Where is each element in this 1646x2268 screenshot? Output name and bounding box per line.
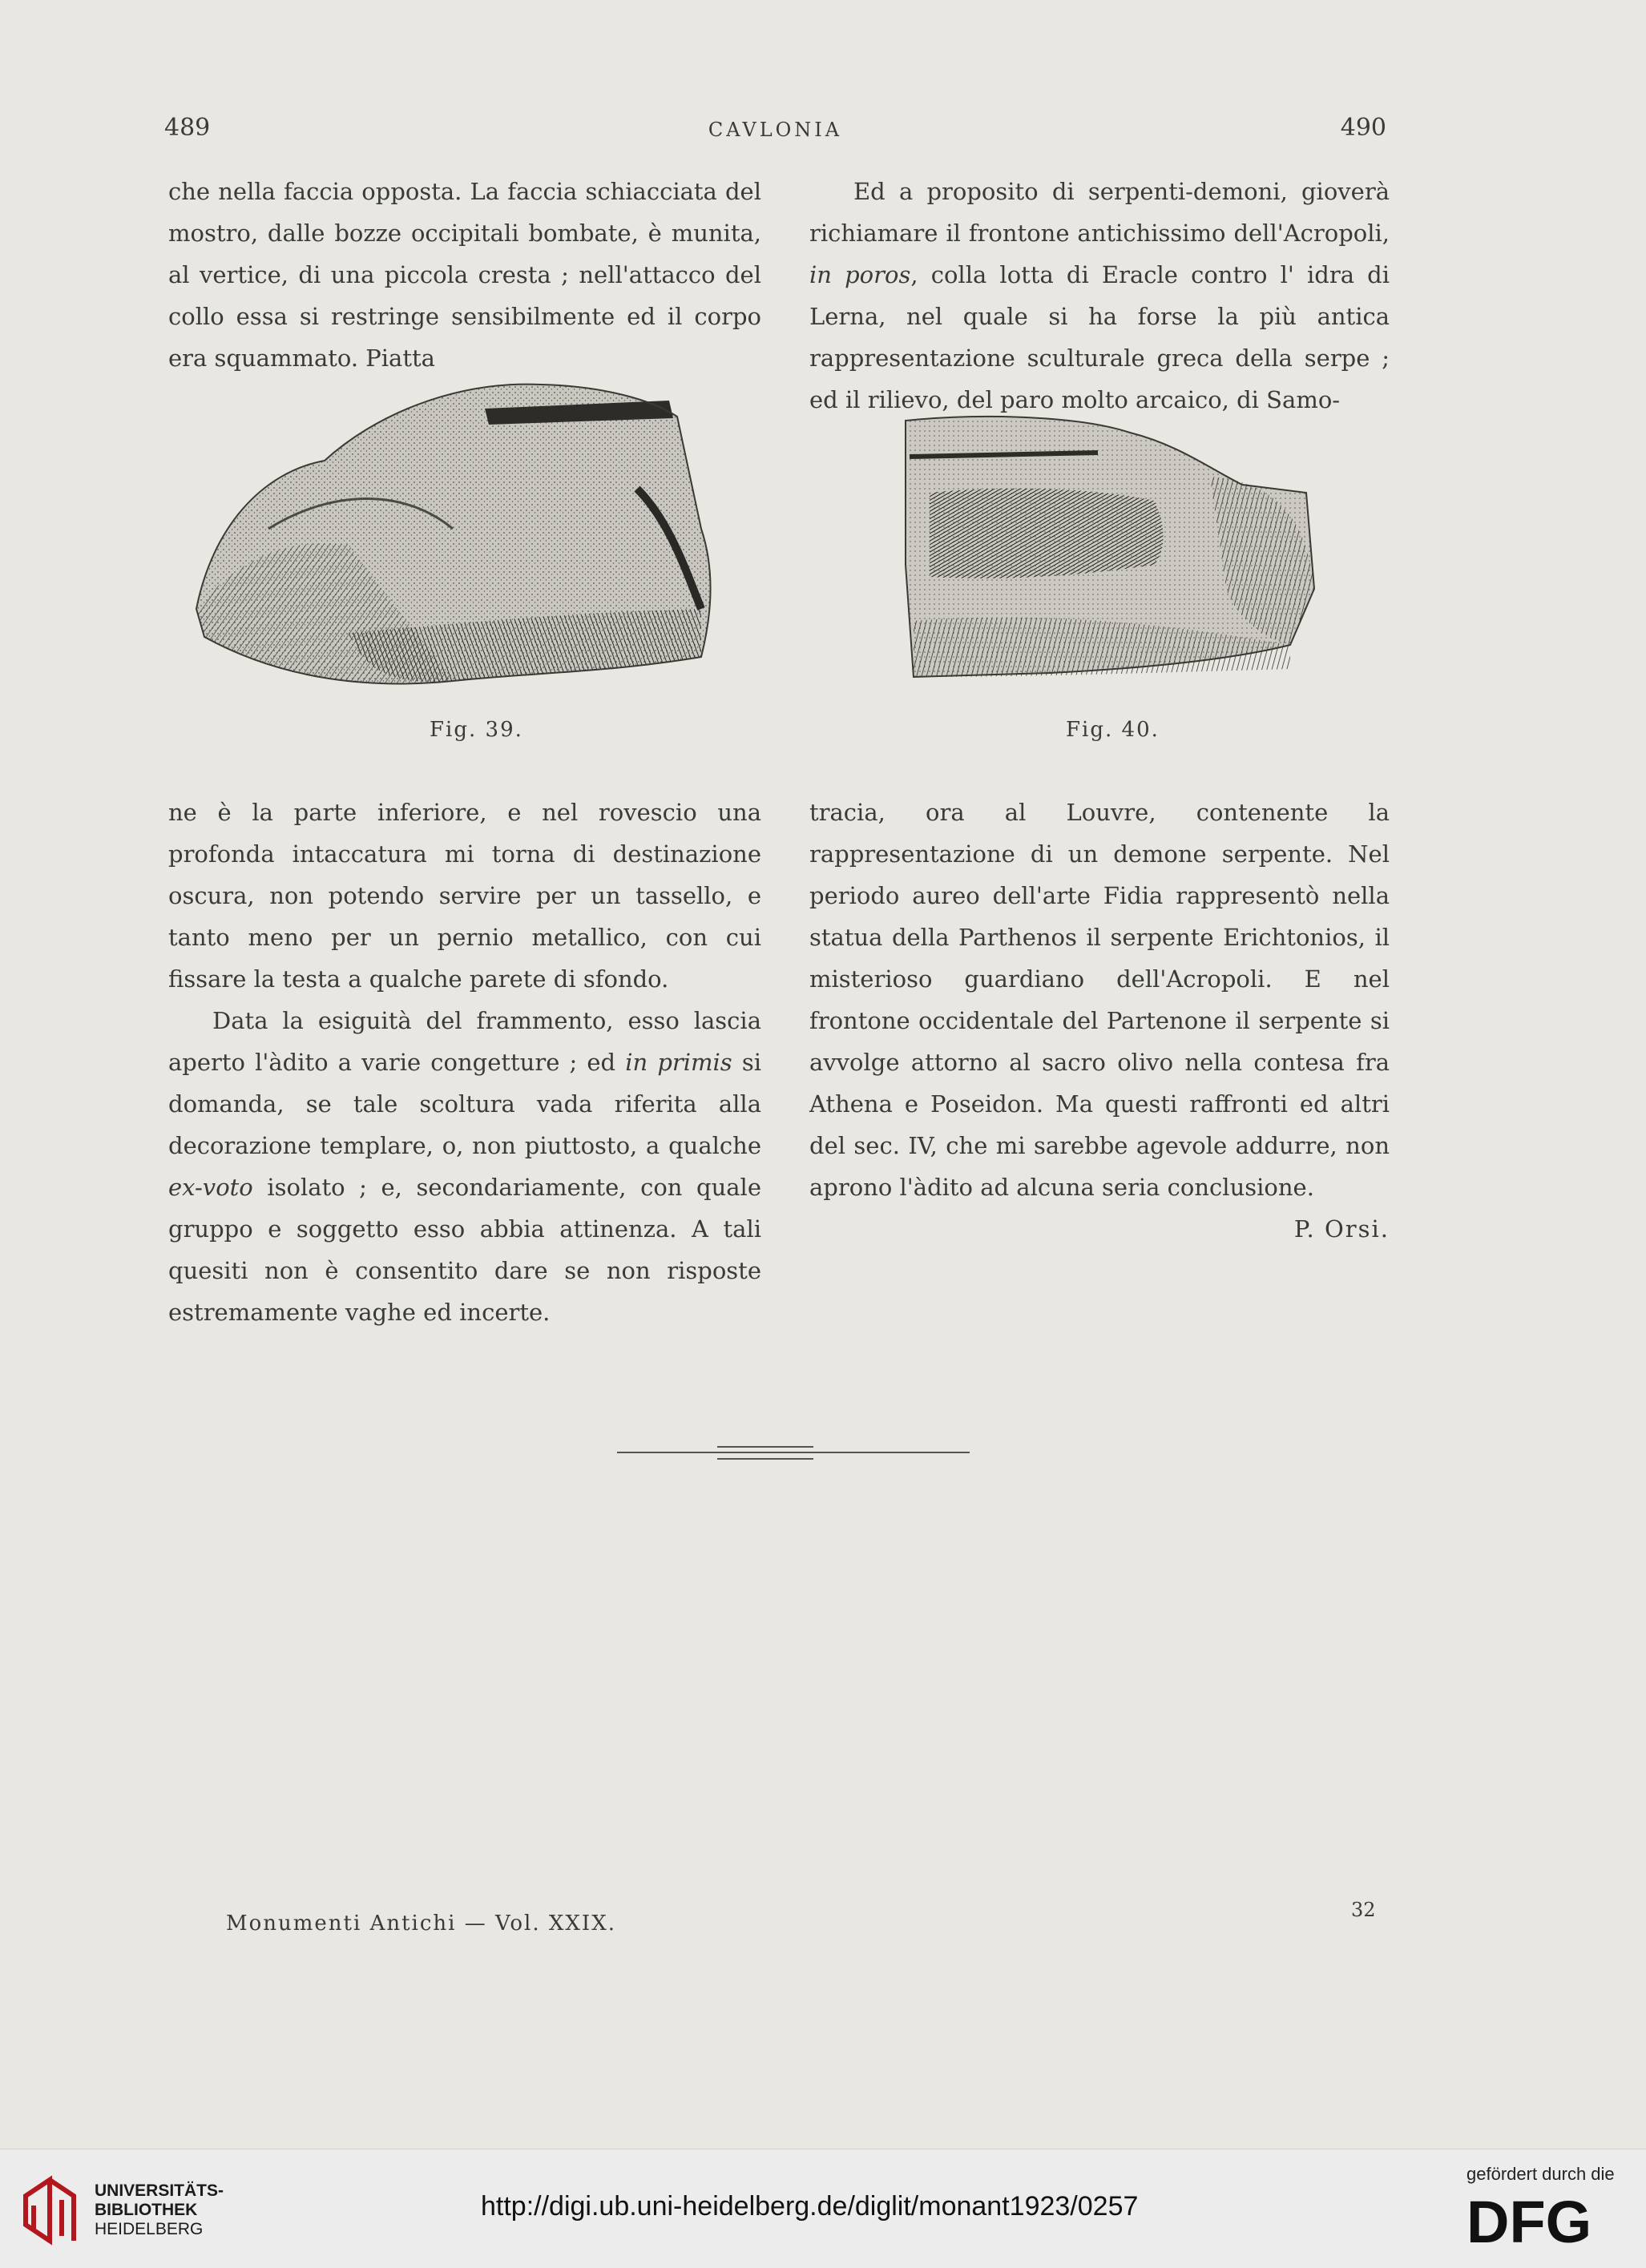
- right-top-paragraph: Ed a proposito di serpenti-demoni, gioverà richiamare il frontone antichissimo dell'Acropoli, in poros, colla lotta di Eracle contro l' idra di Lerna, nel quale si ha forse la più antica rappresentazione sculturale greca della serpe ; ed il rilievo, del paro molto arcaico, di Samo-: [809, 178, 1390, 413]
- section-end-rule: [617, 1444, 970, 1468]
- right-column-bottom: [809, 792, 1390, 1250]
- page-number-right: 490: [1340, 114, 1386, 142]
- left-top-paragraph: che nella faccia opposta. La faccia schiacciata del mostro, dalle bozze occipitali bombate, è munita, al vertice, di una piccola cresta ; nell'attacco del collo essa si restringe sensibilmente ed il corpo era squammato. Piatta: [168, 178, 761, 372]
- page-number-left: 489: [164, 114, 211, 142]
- signature-mark: 32: [1351, 1899, 1376, 1921]
- university-library-logo-icon: [18, 2172, 87, 2249]
- figure-40-image: [890, 405, 1322, 701]
- left-bottom-paragraph-2: Data la esiguità del frammento, esso lascia aperto l'àdito a varie congetture ; ed in primis si domanda, se tale scoltura vada riferita alla decorazione templare, o, non piuttosto, a qualche ex-voto isolato ; e, secondariamente, con quale gruppo e soggetto esso abbia attinenza. A tali quesiti non è consentito dare se non risposte estremamente vaghe ed incerte.: [168, 1007, 761, 1326]
- right-column-top: [809, 171, 1390, 421]
- figure-39-caption: Fig. 39.: [430, 718, 523, 742]
- svg-text:DFG: DFG: [1466, 2191, 1592, 2249]
- running-title: CAVLONIA: [708, 119, 843, 141]
- permalink-url[interactable]: http://digi.ub.uni-heidelberg.de/diglit/monant1923/0257: [481, 2191, 1139, 2222]
- figure-40-caption: Fig. 40.: [1066, 718, 1160, 742]
- dfg-logo-icon: [1466, 2191, 1624, 2249]
- left-column-bottom: [168, 792, 761, 1333]
- digitization-bar: [0, 2149, 1646, 2268]
- funding-label: gefördert durch die: [1466, 2164, 1615, 2184]
- figure-39-image: [188, 369, 749, 705]
- library-name: UNIVERSITÄTS- BIBLIOTHEK HEIDELBERG: [95, 2181, 224, 2238]
- left-column-top: [168, 171, 761, 379]
- journal-footer: Monumenti Antichi — Vol. XXIX.: [226, 1911, 616, 1936]
- right-bottom-paragraph: tracia, ora al Louvre, contenente la rappresentazione di un demone serpente. Nel periodo aureo dell'arte Fidia rappresentò nella statua della Parthenos il serpente Erichtonios, il misterioso guardiano dell'Acropoli. E nel frontone occidentale del Partenone il serpente si avvolge attorno al sacro olivo nella contesa fra Athena e Poseidon. Ma questi raffronti ed altri del sec. IV, che mi sarebbe agevole addurre, non aprono l'àdito ad alcuna seria conclusione.: [809, 799, 1390, 1201]
- author-signature: P. Orsi.: [1293, 1215, 1390, 1243]
- running-head: [164, 114, 1386, 146]
- left-bottom-paragraph-1: ne è la parte inferiore, e nel rovescio una profonda intaccatura mi torna di destinazione oscura, non potendo servire per un tassello, e tanto meno per un pernio metallico, con cui fissare la testa a qualche parete di sfondo.: [168, 799, 761, 993]
